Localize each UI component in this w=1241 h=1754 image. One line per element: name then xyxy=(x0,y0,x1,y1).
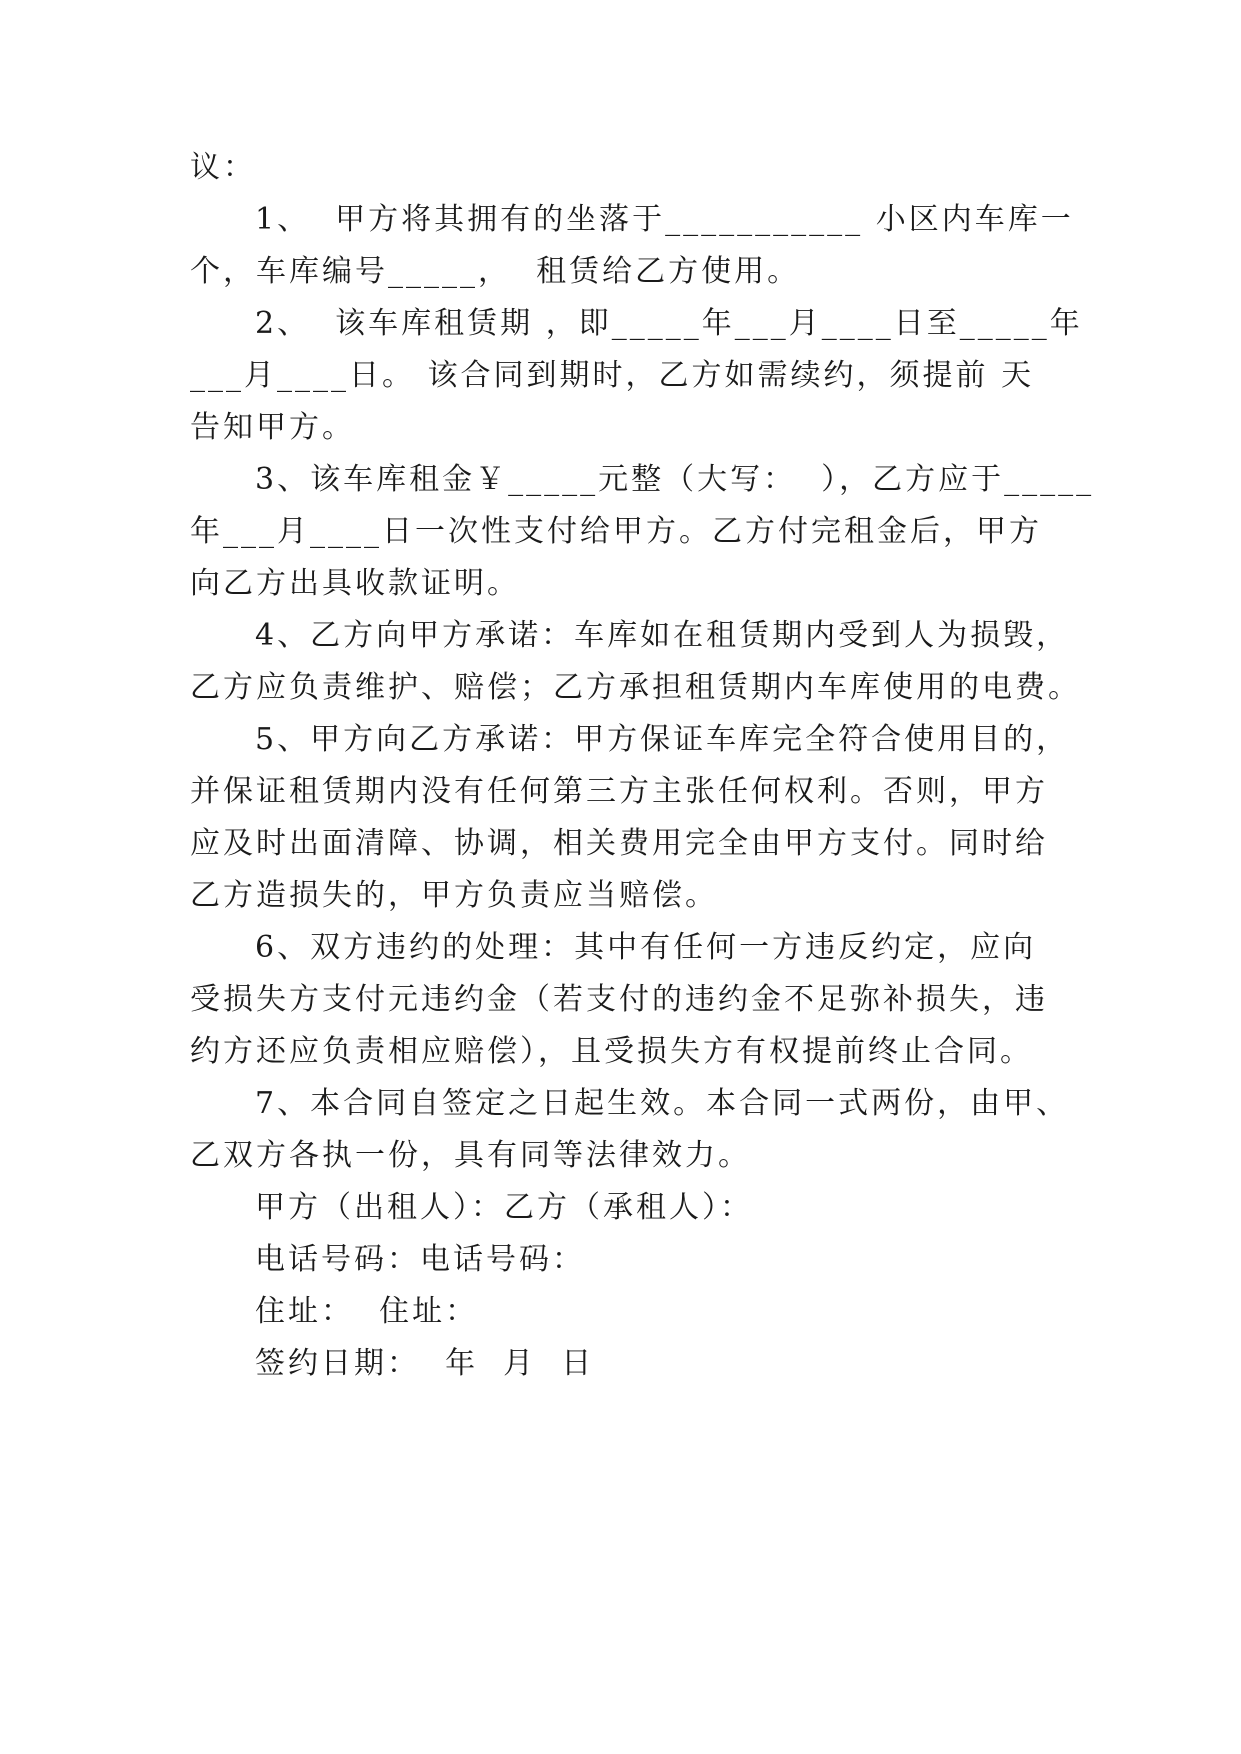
signature-date: 签约日期： 年 月 日 xyxy=(255,1346,595,1381)
clause-7-line-1: 7、本合同自签定之日起生效。本合同一式两份，由甲、 xyxy=(255,1086,1070,1121)
clause-3-line-2: 年___月____日一次性支付给甲方。乙方付完租金后，甲方 xyxy=(190,514,1042,549)
clause-3-line-3: 向乙方出具收款证明。 xyxy=(190,566,520,601)
clause-4-line-1: 4、乙方向甲方承诺：车库如在租赁期内受到人为损毁， xyxy=(255,618,1070,653)
clause-2-line-2: ___月____日。 该合同到期时，乙方如需续约，须提前 天 xyxy=(190,358,1035,393)
clause-1-line-2: 个，车库编号_____， 租赁给乙方使用。 xyxy=(190,254,801,289)
clause-7-line-2: 乙双方各执一份，具有同等法律效力。 xyxy=(190,1138,751,1173)
text-line: 议： xyxy=(190,150,256,185)
clause-5-line-2: 并保证租赁期内没有任何第三方主张任何权利。否则，甲方 xyxy=(190,774,1048,809)
signature-phone: 电话号码：电话号码： xyxy=(255,1242,585,1277)
clause-6-line-3: 约方还应负责相应赔偿），且受损失方有权提前终止合同。 xyxy=(190,1034,1033,1069)
signature-address: 住址： 住址： xyxy=(255,1294,479,1329)
clause-5-line-4: 乙方造损失的，甲方负责应当赔偿。 xyxy=(190,878,718,913)
clause-6-line-1: 6、双方违约的处理：其中有任何一方违反约定，应向 xyxy=(255,930,1037,965)
clause-3-line-1: 3、该车库租金￥_____元整（大写： ），乙方应于_____ xyxy=(255,462,1095,497)
clause-4-line-2: 乙方应负责维护、赔偿；乙方承担租赁期内车库使用的电费。 xyxy=(190,670,1081,705)
clause-2-line-1: 2、 该车库租赁期 ，即_____年___月____日至_____年 xyxy=(255,306,1083,341)
signature-parties: 甲方（出租人）：乙方（承租人）： xyxy=(255,1190,753,1225)
clause-5-line-1: 5、甲方向乙方承诺：甲方保证车库完全符合使用目的， xyxy=(255,722,1070,757)
clause-6-line-2: 受损失方支付元违约金（若支付的违约金不足弥补损失，违 xyxy=(190,982,1048,1017)
clause-2-line-3: 告知甲方。 xyxy=(190,410,355,445)
clause-5-line-3: 应及时出面清障、协调，相关费用完全由甲方支付。同时给 xyxy=(190,826,1048,861)
clause-1-line-1: 1、 甲方将其拥有的坐落于___________ 小区内车库一 xyxy=(255,202,1074,237)
